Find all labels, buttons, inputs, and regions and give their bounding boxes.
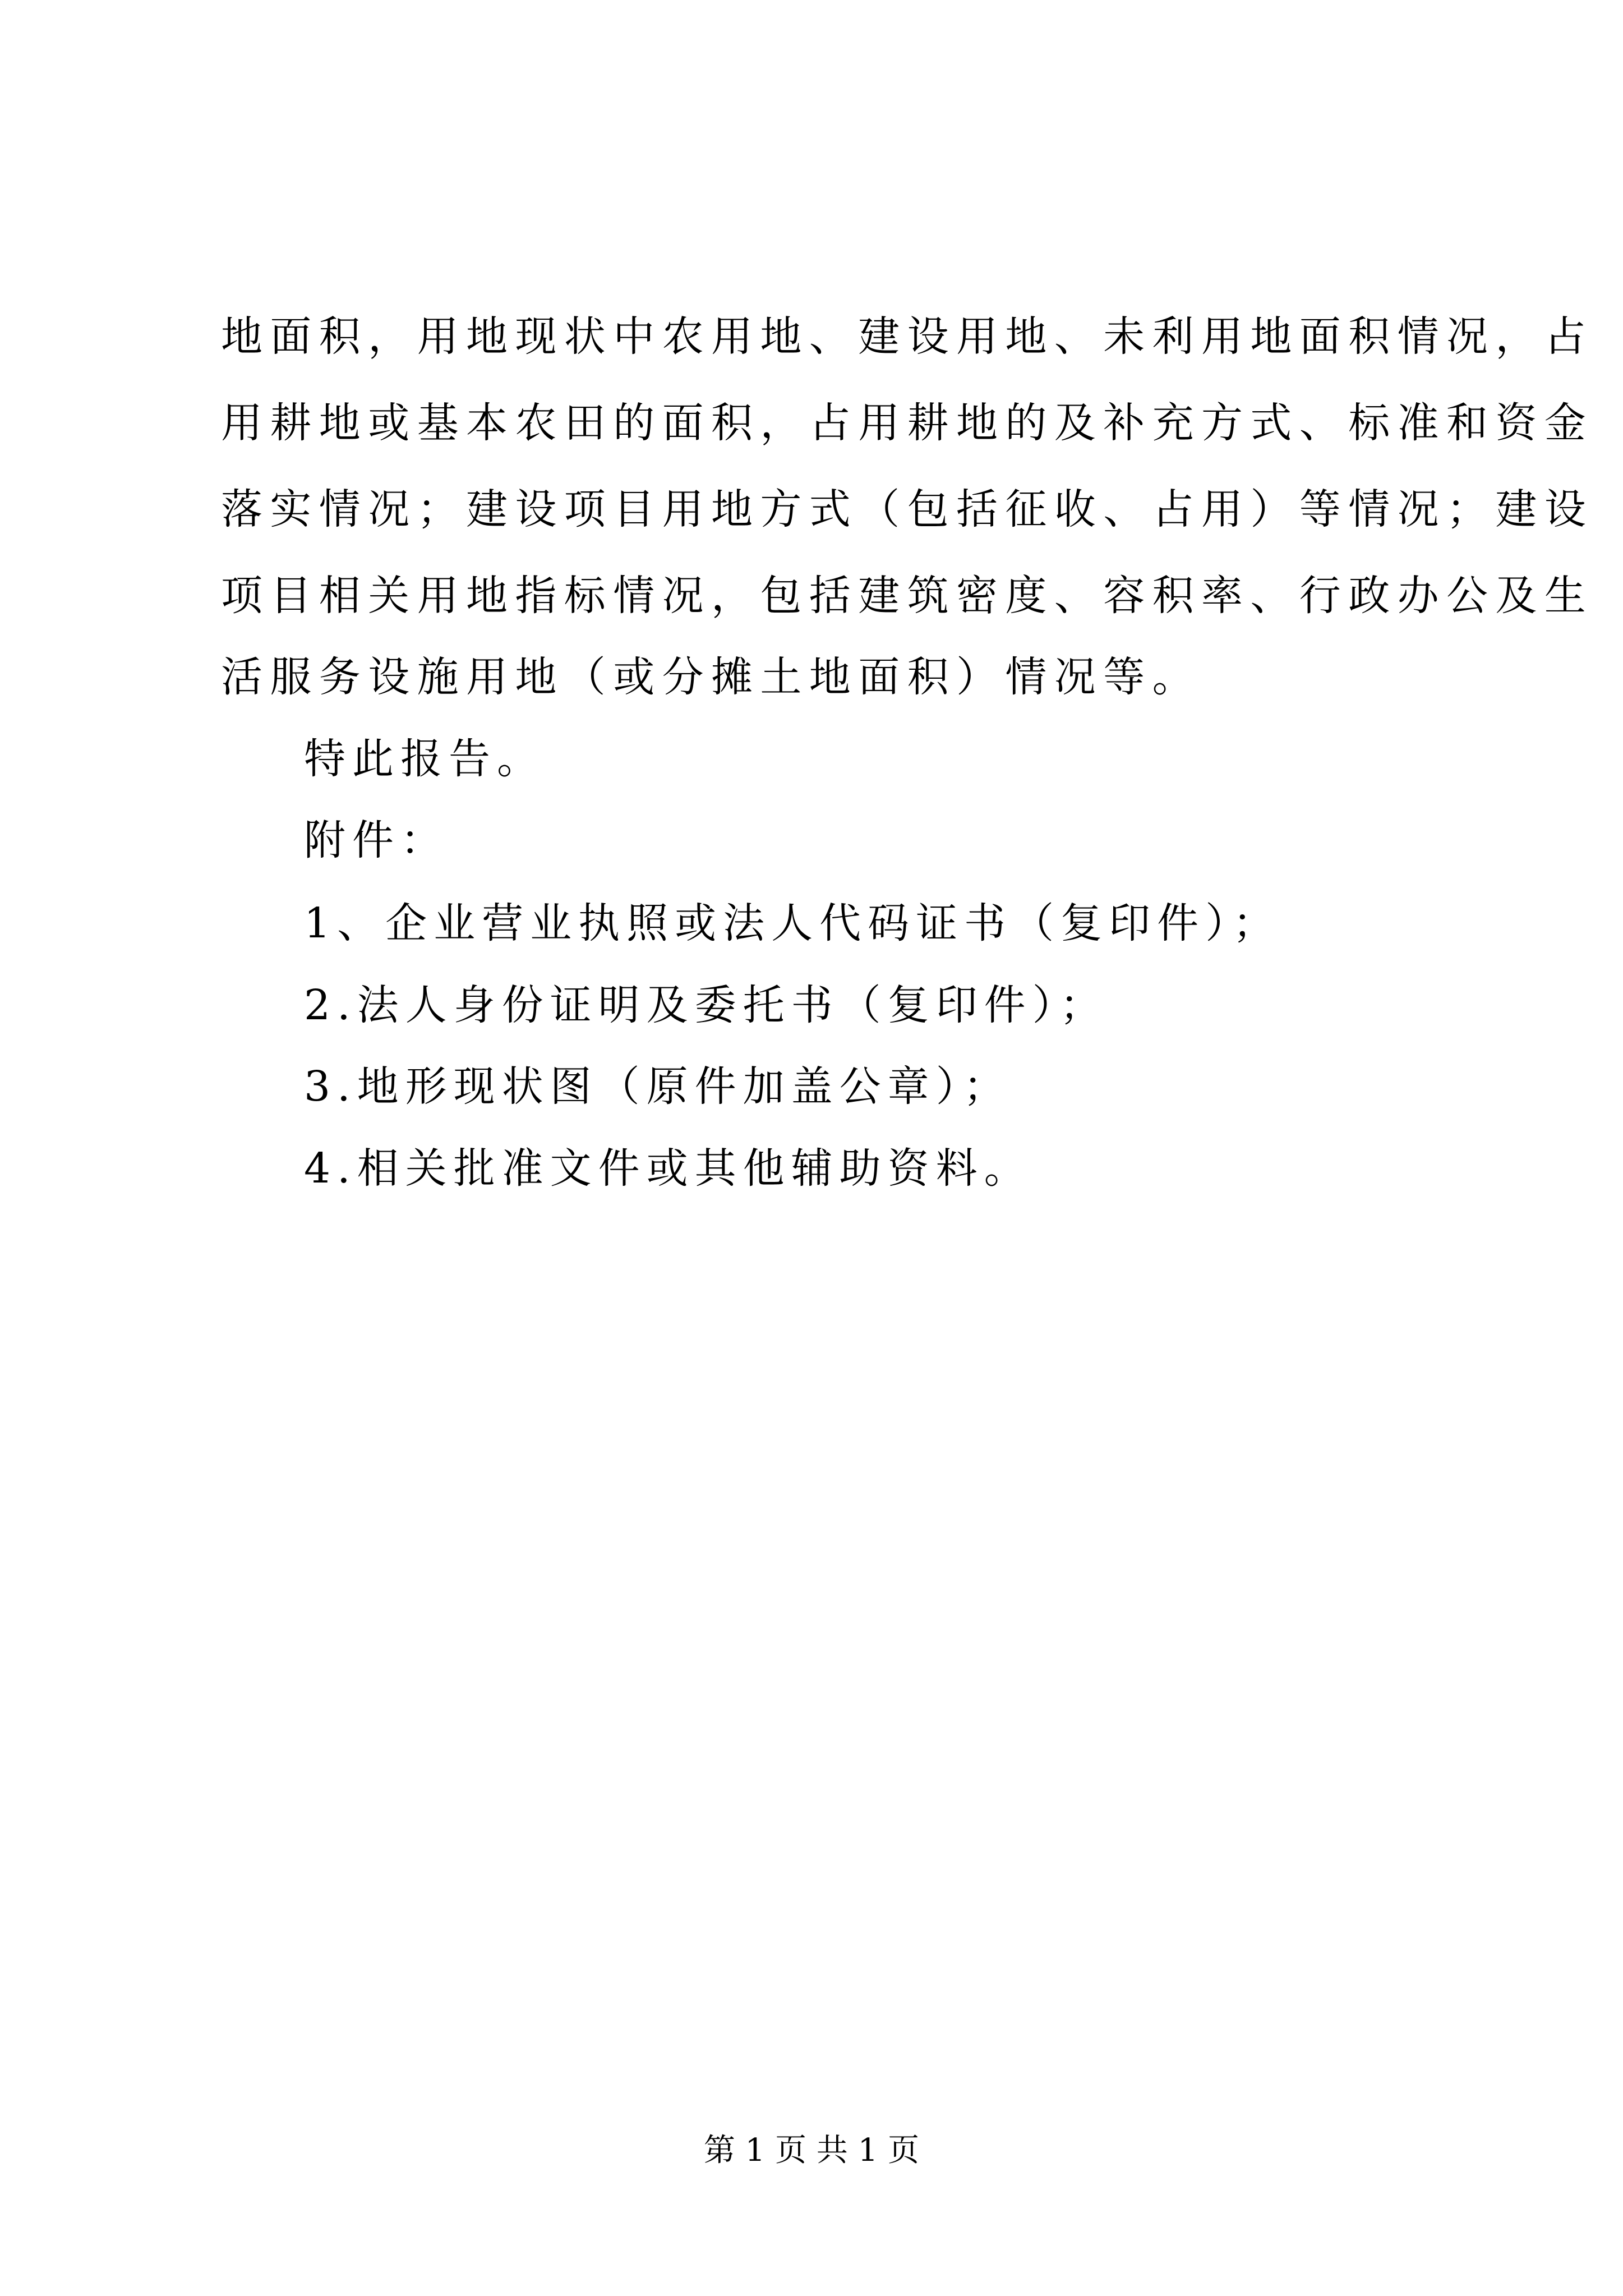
paragraph-line-4: 项目相关用地指标情况，包括建筑密度、容积率、行政办公及生	[221, 572, 1594, 620]
attachment-item-4: 4.相关批准文件或其他辅助资料。	[304, 1144, 1032, 1193]
attachments-label: 附件：	[304, 816, 449, 864]
closing-text: 特此报告。	[304, 735, 545, 783]
paragraph-line-2: 用耕地或基本农田的面积，占用耕地的及补充方式、标准和资金	[221, 399, 1594, 447]
attachment-item-3: 3.地形现状图（原件加盖公章）；	[304, 1062, 1012, 1111]
paragraph-line-1: 地面积，用地现状中农用地、建设用地、未利用地面积情况，占	[221, 312, 1594, 361]
paragraph-line-3: 落实情况；建设项目用地方式（包括征收、占用）等情况；建设	[221, 485, 1594, 533]
page-footer: 第 1 页 共 1 页	[703, 2132, 920, 2169]
paragraph-line-5: 活服务设施用地（或分摊土地面积）情况等。	[221, 653, 1201, 701]
attachment-item-1: 1、企业营业执照或法人代码证书（复印件）；	[304, 899, 1281, 947]
attachment-item-2: 2.法人身份证明及委托书（复印件）；	[304, 981, 1108, 1029]
